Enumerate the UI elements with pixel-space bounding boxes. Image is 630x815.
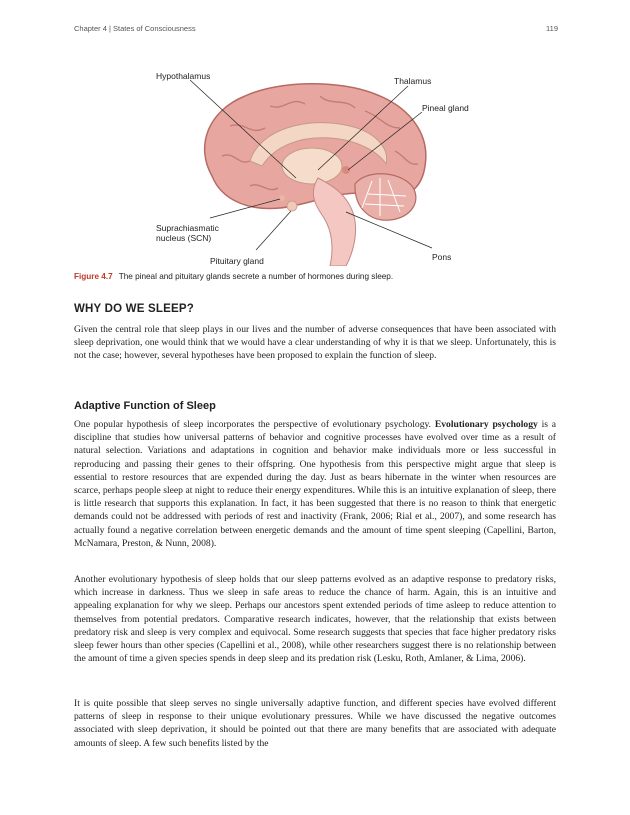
paragraph-predatory-risk: Another evolutionary hypothesis of sleep holds that our sleep patterns evolved as an adaptive response to predatory risks, which increase in darkness. Thus we sleep in safe areas to reduce the chance of harm. Again, this is an intuitive and appealing explanation for why we sleep. Perhaps our ancestors spent extended periods of time asleep to reduce attention to themselves from potential predators. Comparative research indicates, however, that the relationship that exists between predatory risk and sleep is very complex and equivocal. Some research suggests that species that face higher predatory risks sleep fewer hours than other species (Capellini et al., 2008), while other researchers suggest there is no relationship between the amount of time a given species spends in deep sleep and its predation risk (Lesku, Roth, Amlaner, & Lima, 2006). — [74, 574, 556, 665]
label-hypothalamus: Hypothalamus — [156, 71, 211, 81]
label-scn — [156, 223, 219, 243]
label-scn-line2: nucleus (SCN) — [156, 233, 212, 243]
caption-text: The pineal and pituitary glands secrete a number of hormones during sleep. — [118, 272, 394, 281]
scn-dot — [279, 195, 285, 201]
figure-caption — [74, 272, 554, 281]
key-term-evolutionary-psychology: Evolutionary psychology — [434, 419, 538, 430]
pineal-gland — [342, 166, 350, 174]
label-scn-line1: Suprachiasmatic — [156, 223, 219, 233]
paragraph-no-single-function: It is quite possible that sleep serves no single universally adaptive function, and different species have evolved different patterns of sleep in response to their unique evolutionary pressures. While we have discussed the negative outcomes associated with sleep deprivation, it should be pointed out that there are many benefits that are associated with adequate amounts of sleep. A few such benefits listed by the — [74, 698, 556, 749]
pituitary-gland — [287, 201, 297, 211]
thalamus-shape — [282, 148, 342, 184]
para2-rest: is a discipline that studies how universal patterns of behavior and cognitive processes have evolved over time as a result of natural selection. Variations and adaptations in cognition and behavior make individuals more or less successful in reproducing and passing their genes to their offspring. One hypothesis from this perspective might argue that sleep is essential to restore resources that are expended during the day. Just as bears hibernate in the winter when resources are scarce, perhaps people sleep at night to reduce their energy expenditures. While this is an intuitive explanation of sleep, there is little research that supports this explanation. In fact, it has been suggested that there is no reason to think that energetic demands could not be addressed with periods of rest and inactivity (Frank, 2006; Rial et al., 2007), and some research has actually found a negative correlation between energetic demands and the amount of time spent sleeping (Capellini, Barton, McNamara, Preston, & Nunn, 2008). — [74, 419, 557, 549]
para2-lead: One popular hypothesis of sleep incorporates the perspective of evolutionary psychology. — [74, 419, 432, 430]
label-pineal-gland: Pineal gland — [422, 103, 469, 113]
figure-number: Figure 4.7 — [74, 272, 113, 281]
chapter-title: Chapter 4 | States of Consciousness — [74, 24, 196, 33]
brain-figure — [150, 66, 480, 266]
section-heading: WHY DO WE SLEEP? — [74, 303, 194, 315]
paragraph-adaptive — [74, 418, 556, 550]
label-pons: Pons — [432, 252, 452, 262]
subsection-heading: Adaptive Function of Sleep — [74, 400, 216, 412]
paragraph-intro: Given the central role that sleep plays in our lives and the number of adverse consequences that have been associated with sleep deprivation, one would think that we would have a clear understanding of why it is that we sleep. Unfortunately, this is not the case; however, several hypotheses have been proposed to explain the function of sleep. — [74, 324, 556, 362]
page-number: 119 — [546, 24, 558, 33]
label-thalamus: Thalamus — [394, 76, 432, 86]
page-header — [74, 24, 558, 36]
label-pituitary-gland: Pituitary gland — [210, 256, 264, 266]
cerebellum-shape — [355, 174, 416, 220]
